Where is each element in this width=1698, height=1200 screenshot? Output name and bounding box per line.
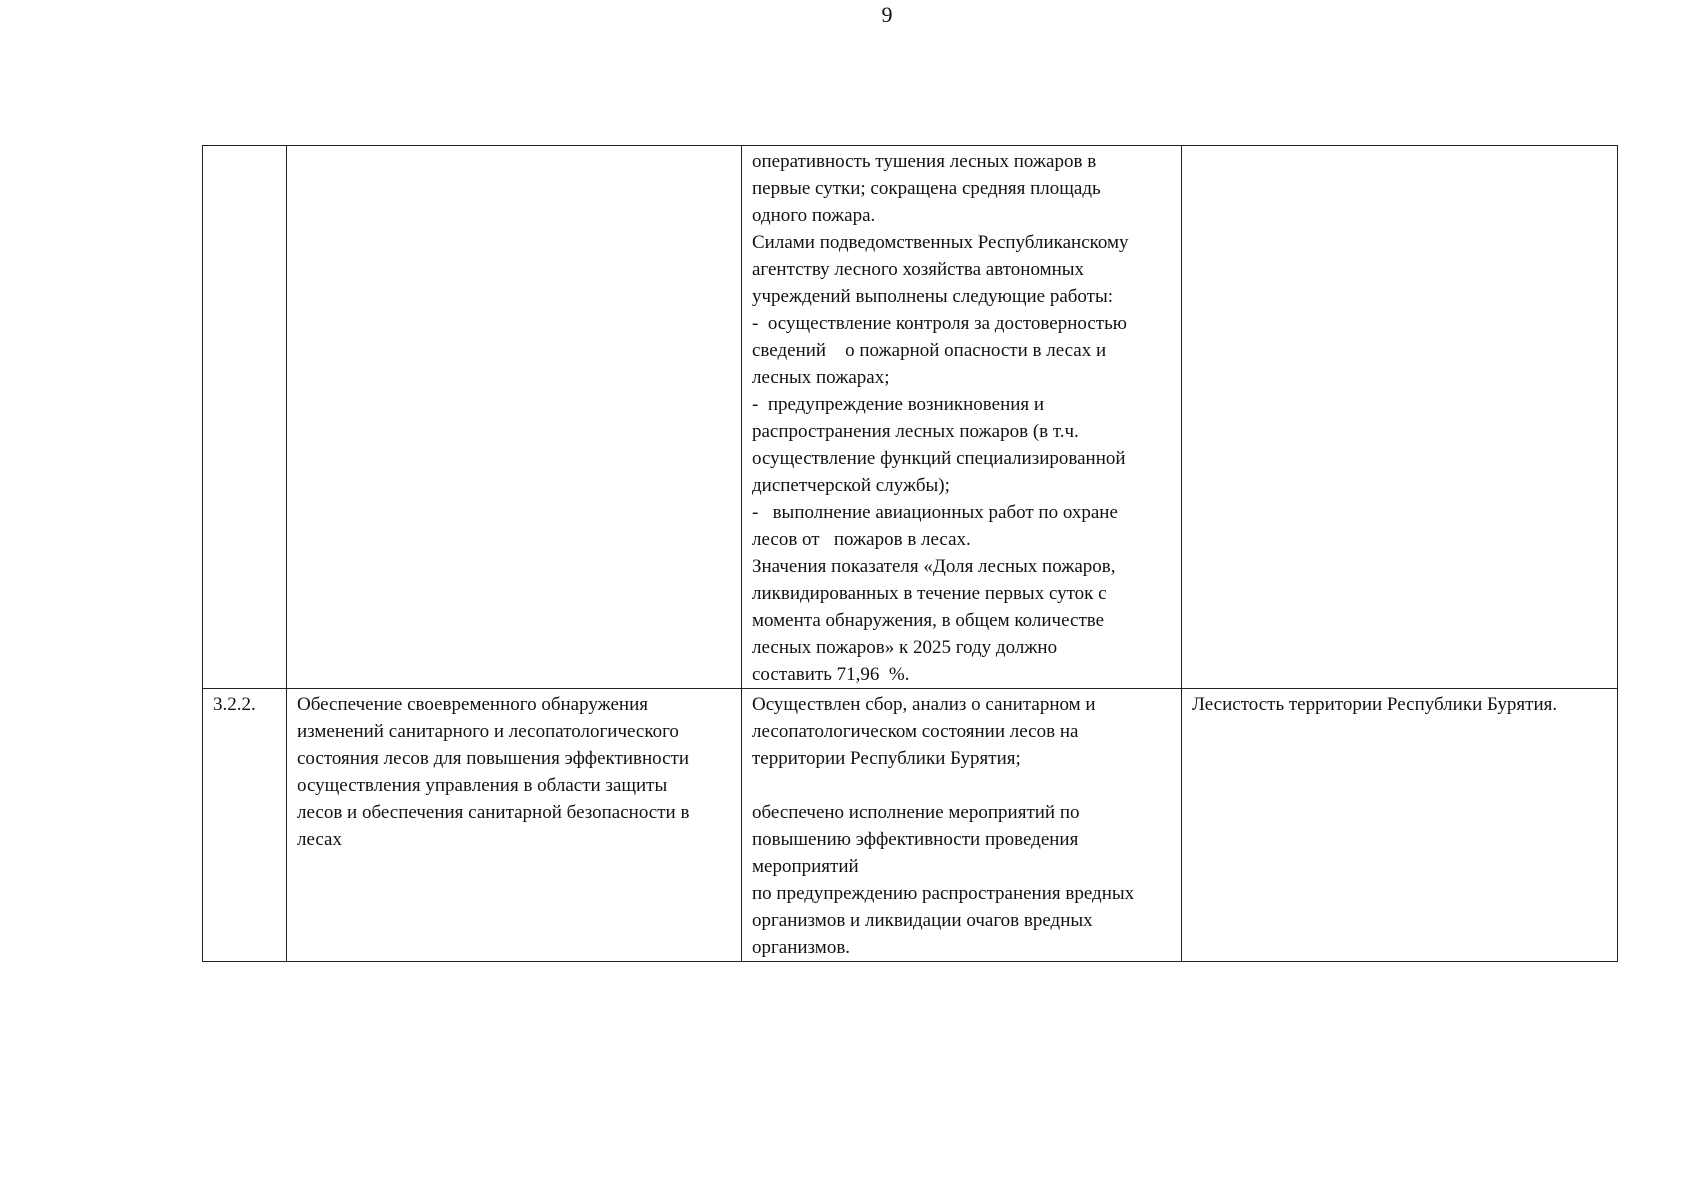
result-line: учреждений выполнены следующие работы: xyxy=(752,286,1114,307)
indicator-line: Лесистость территории Республики Бурятия. xyxy=(1192,694,1558,715)
result-line: оперативность тушения лесных пожаров в xyxy=(752,151,1097,172)
task-line: состояния лесов для повышения эффективности xyxy=(297,748,690,769)
result-line: сведений о пожарной опасности в лесах и xyxy=(752,340,1107,361)
result-line: обеспечено исполнение мероприятий по xyxy=(752,802,1080,823)
result-line: лесных пожарах; xyxy=(752,367,890,388)
cell-indicator xyxy=(1182,689,1618,962)
result-line: территории Республики Бурятия; xyxy=(752,748,1021,769)
result-line: Силами подведомственных Республиканскому xyxy=(752,232,1129,253)
result-line: момента обнаружения, в общем количестве xyxy=(752,610,1105,631)
cell-task xyxy=(287,146,742,689)
cell-result xyxy=(742,689,1182,962)
result-line: мероприятий xyxy=(752,856,859,877)
measures-table xyxy=(202,145,1618,962)
result-line: лесов от пожаров в лесах. xyxy=(752,529,971,550)
cell-indicator xyxy=(1182,146,1618,689)
cell-number xyxy=(203,146,287,689)
result-line: лесопатологическом состоянии лесов на xyxy=(752,721,1079,742)
result-line: - выполнение авиационных работ по охране xyxy=(752,502,1118,523)
result-line: организмов. xyxy=(752,937,851,958)
result-line xyxy=(752,772,1171,799)
result-line: Осуществлен сбор, анализ о санитарном и xyxy=(752,694,1096,715)
result-line: одного пожара. xyxy=(752,205,876,226)
result-line: - предупреждение возникновения и xyxy=(752,394,1045,415)
task-line: Обеспечение своевременного обнаружения xyxy=(297,694,648,715)
result-line: Значения показателя «Доля лесных пожаров, xyxy=(752,556,1116,577)
result-line: организмов и ликвидации очагов вредных xyxy=(752,910,1093,931)
cell-result xyxy=(742,146,1182,689)
task-line: лесах xyxy=(297,829,342,850)
result-line: ликвидированных в течение первых суток с xyxy=(752,583,1107,604)
result-line: осуществление функций специализированной xyxy=(752,448,1126,469)
result-line: лесных пожаров» к 2025 году должно xyxy=(752,637,1058,658)
result-line: составить 71,96 %. xyxy=(752,664,910,685)
table-row-3-2-2 xyxy=(203,689,1618,962)
result-line: по предупреждению распространения вредных xyxy=(752,883,1135,904)
task-line: изменений санитарного и лесопатологического xyxy=(297,721,679,742)
task-line: осуществления управления в области защиты xyxy=(297,775,668,796)
task-line: лесов и обеспечения санитарной безопасности в xyxy=(297,802,690,823)
cell-task xyxy=(287,689,742,962)
result-line: диспетчерской службы); xyxy=(752,475,950,496)
page-number: 9 xyxy=(881,2,893,27)
result-line: первые сутки; сокращена средняя площадь xyxy=(752,178,1101,199)
table-row-continuation xyxy=(203,146,1618,689)
result-line: повышению эффективности проведения xyxy=(752,829,1079,850)
result-line: агентству лесного хозяйства автономных xyxy=(752,259,1085,280)
cell-number: 3.2.2. xyxy=(203,689,287,962)
result-line: - осуществление контроля за достоверностью xyxy=(752,313,1127,334)
result-line: распространения лесных пожаров (в т.ч. xyxy=(752,421,1079,442)
